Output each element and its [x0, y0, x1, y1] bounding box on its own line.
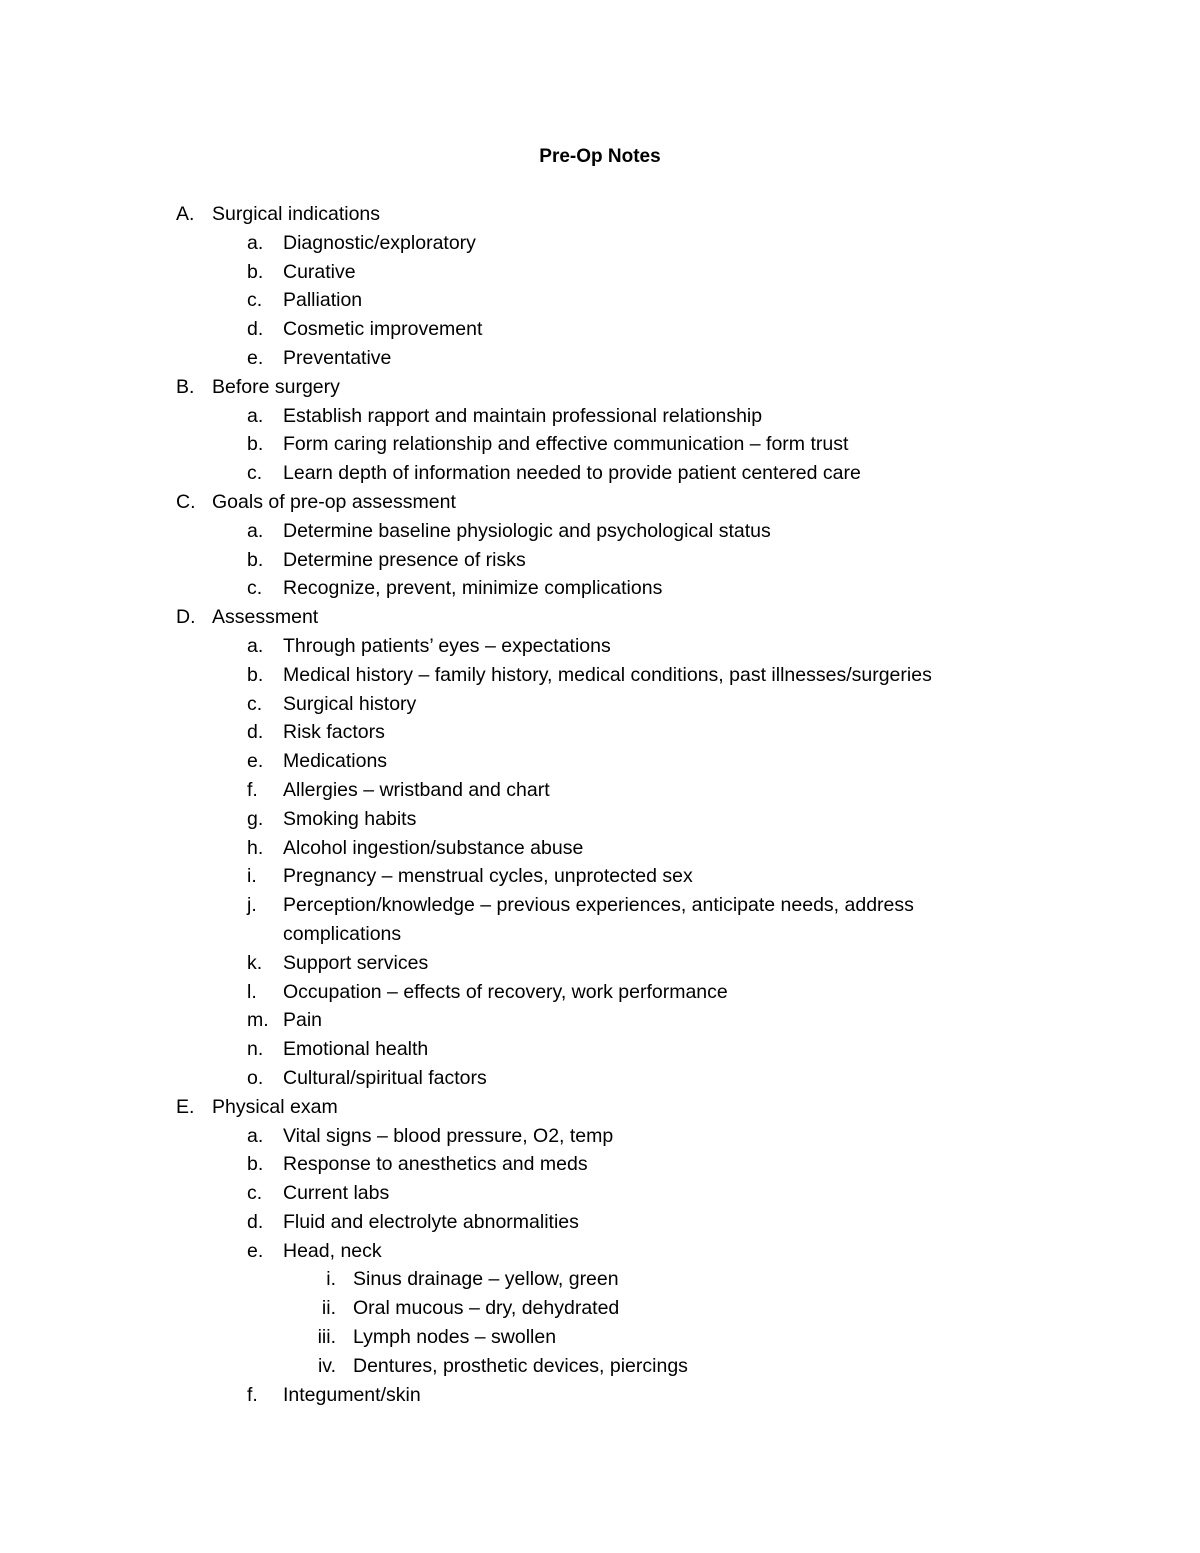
list-marker: a. — [247, 231, 264, 254]
list-item-text: Response to anesthetics and meds — [283, 1153, 588, 1176]
list-item — [0, 1237, 1200, 1266]
list-marker: e. — [247, 346, 264, 369]
list-item-text: Assessment — [212, 606, 319, 629]
list-marker: C. — [176, 490, 196, 513]
list-item — [0, 690, 1200, 719]
list-item — [0, 978, 1200, 1007]
list-marker: a. — [247, 634, 264, 657]
list-item — [0, 632, 1200, 661]
list-item — [0, 286, 1200, 315]
list-item-text: Preventative — [283, 346, 392, 369]
list-item — [0, 430, 1200, 459]
list-item — [0, 229, 1200, 258]
list-item — [0, 315, 1200, 344]
section-heading — [0, 1093, 1200, 1122]
list-marker: a. — [247, 1124, 264, 1147]
list-item-text: Medical history – family history, medical conditions, past illnesses/surgeries — [283, 663, 932, 686]
list-item-text: Recognize, prevent, minimize complications — [283, 577, 663, 600]
list-item — [0, 459, 1200, 488]
list-item — [0, 1035, 1200, 1064]
list-item-text: Smoking habits — [283, 807, 417, 830]
list-marker: l. — [247, 980, 257, 1003]
list-item-text: Pregnancy – menstrual cycles, unprotected sex — [283, 865, 693, 888]
list-item-text: Physical exam — [212, 1095, 338, 1118]
page-title: Pre-Op Notes — [539, 146, 661, 167]
list-item-text: Determine presence of risks — [283, 548, 526, 571]
list-item — [0, 862, 1200, 891]
list-marker: c. — [247, 1182, 263, 1205]
list-item — [0, 805, 1200, 834]
list-item — [0, 1064, 1200, 1093]
list-item-text: Current labs — [283, 1182, 390, 1205]
list-item-text: Form caring relationship and effective communication – form trust — [283, 433, 849, 456]
list-marker: a. — [247, 404, 264, 427]
list-item-text: Allergies – wristband and chart — [283, 778, 550, 801]
outline-list — [0, 200, 1200, 1409]
list-marker: b. — [247, 433, 264, 456]
list-item — [0, 776, 1200, 805]
sub-list-item — [0, 1294, 1200, 1323]
list-item — [0, 949, 1200, 978]
list-item-text: Surgical indications — [212, 203, 381, 225]
list-marker: e. — [247, 1239, 264, 1262]
list-item — [0, 517, 1200, 546]
list-marker: c. — [247, 289, 263, 312]
list-marker: i. — [247, 865, 257, 888]
list-item-text: Establish rapport and maintain professional relationship — [283, 404, 763, 427]
list-marker: ii. — [321, 1297, 336, 1320]
list-item-text: Support services — [283, 951, 429, 974]
list-marker: a. — [247, 519, 264, 542]
list-marker: j. — [247, 894, 257, 917]
list-item-text: Dentures, prosthetic devices, piercings — [353, 1354, 688, 1377]
list-marker: b. — [247, 663, 264, 686]
list-marker: f. — [247, 1383, 258, 1406]
list-marker: n. — [247, 1038, 264, 1061]
list-marker: c. — [247, 462, 263, 485]
list-marker: d. — [247, 721, 264, 744]
list-marker: A. — [176, 203, 195, 225]
list-item-text: Before surgery — [212, 375, 340, 398]
sub-list-item — [0, 1265, 1200, 1294]
list-marker: b. — [247, 548, 264, 571]
list-marker: d. — [247, 1210, 264, 1233]
list-marker: f. — [247, 778, 258, 801]
list-marker: h. — [247, 836, 264, 859]
list-item — [0, 546, 1200, 575]
list-item-text: Medications — [283, 750, 388, 773]
list-item-text: Pain — [283, 1009, 323, 1032]
list-item-text: Goals of pre-op assessment — [212, 490, 456, 513]
list-item-text: Alcohol ingestion/substance abuse — [283, 836, 584, 859]
section-heading — [0, 200, 1200, 229]
list-item-text: Palliation — [283, 289, 363, 312]
list-item-text: Sinus drainage – yellow, green — [353, 1268, 619, 1291]
list-item — [0, 344, 1200, 373]
list-item-text: Curative — [283, 260, 356, 283]
list-item — [0, 1208, 1200, 1237]
list-item — [0, 1381, 1200, 1410]
list-marker: m. — [247, 1009, 269, 1032]
list-marker: B. — [176, 375, 195, 398]
list-marker: b. — [247, 260, 264, 283]
list-marker: d. — [247, 318, 264, 341]
list-marker: k. — [247, 951, 263, 974]
list-item — [0, 661, 1200, 690]
list-marker: i. — [326, 1268, 336, 1291]
list-item — [0, 1006, 1200, 1035]
list-item-text: Integument/skin — [283, 1383, 421, 1406]
section-heading — [0, 488, 1200, 517]
list-item-text: Head, neck — [283, 1239, 382, 1262]
list-item-text: Perception/knowledge – previous experiences, anticipate needs, address complications — [283, 894, 914, 945]
list-marker: e. — [247, 750, 264, 773]
list-marker: E. — [176, 1095, 195, 1118]
list-item-text: Risk factors — [283, 721, 385, 744]
list-marker: o. — [247, 1066, 264, 1089]
section-heading — [0, 373, 1200, 402]
list-item-text: Occupation – effects of recovery, work performance — [283, 980, 728, 1003]
list-item-text: Cultural/spiritual factors — [283, 1066, 487, 1089]
list-marker: c. — [247, 692, 263, 715]
list-item-text: Learn depth of information needed to provide patient centered care — [283, 462, 861, 485]
list-marker: b. — [247, 1153, 264, 1176]
list-item — [0, 834, 1200, 863]
list-item-text: Vital signs – blood pressure, O2, temp — [283, 1124, 614, 1147]
list-marker: g. — [247, 807, 264, 830]
list-marker: D. — [176, 606, 196, 629]
section-heading — [0, 603, 1200, 632]
list-item — [0, 1179, 1200, 1208]
list-marker: iii. — [317, 1326, 336, 1349]
list-marker: iv. — [317, 1354, 336, 1377]
list-item — [0, 718, 1200, 747]
list-item — [0, 402, 1200, 431]
list-item-text: Through patients’ eyes – expectations — [283, 634, 611, 657]
list-item-text: Cosmetic improvement — [283, 318, 483, 341]
list-item-text: Lymph nodes – swollen — [353, 1326, 557, 1349]
list-item-text: Determine baseline physiologic and psychological status — [283, 519, 771, 542]
list-item-text: Emotional health — [283, 1038, 429, 1061]
list-item — [0, 1150, 1200, 1179]
list-item-text: Diagnostic/exploratory — [283, 231, 476, 254]
list-item — [0, 574, 1200, 603]
list-item — [0, 891, 1200, 949]
list-item-text: Fluid and electrolyte abnormalities — [283, 1210, 579, 1233]
list-marker: c. — [247, 577, 263, 600]
list-item — [0, 747, 1200, 776]
list-item — [0, 258, 1200, 287]
sub-list-item — [0, 1323, 1200, 1352]
sub-list-item — [0, 1352, 1200, 1381]
list-item-text: Surgical history — [283, 692, 417, 715]
list-item-text: Oral mucous – dry, dehydrated — [353, 1297, 620, 1320]
list-item — [0, 1122, 1200, 1151]
